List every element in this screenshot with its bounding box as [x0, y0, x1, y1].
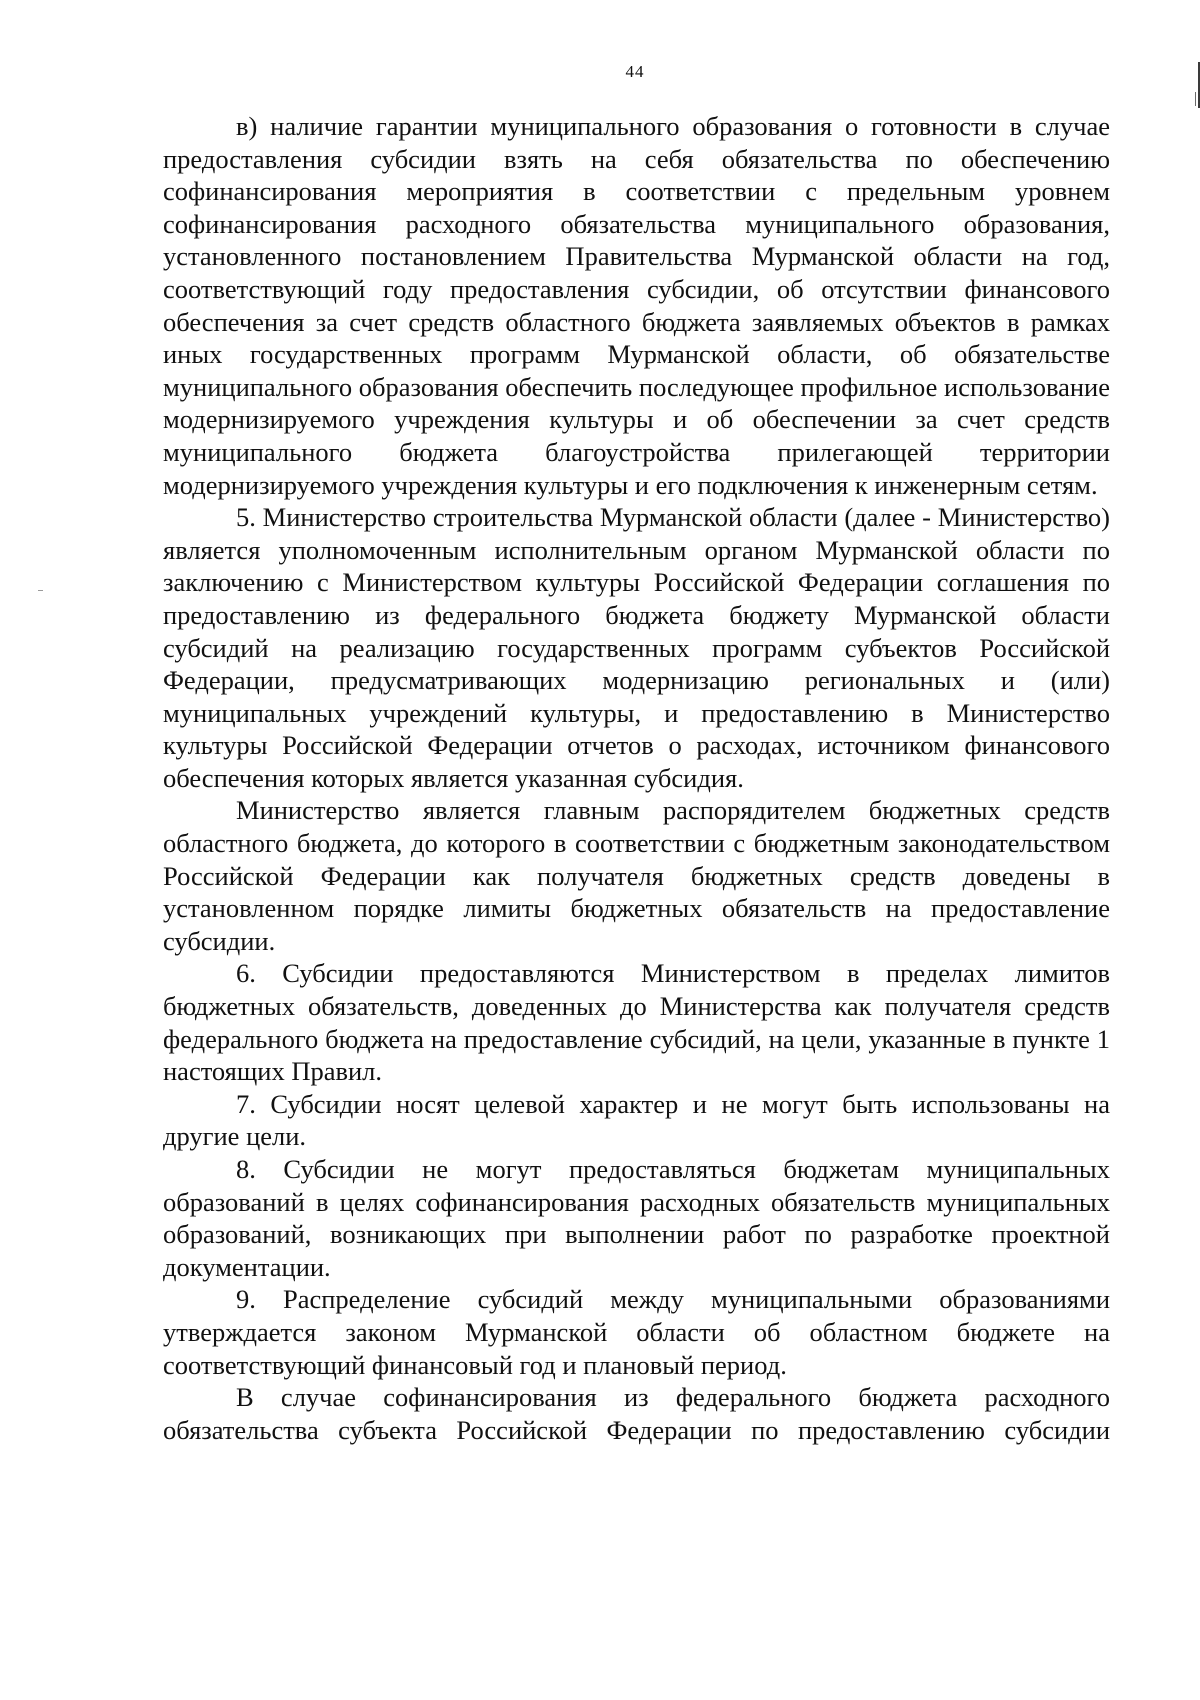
paragraph-guarantee-clause: в) наличие гарантии муниципального образования о готовности в случае предоставления субсидии взять на себя обязательства по обеспечению софинансирования мероприятия в соответствии с предельным уровнем софинансирования расходного обязательства муниципального образования, установленного постановлением Правительства Мурманской области на год, соответствующий году предоставления субсидии, об отсутствии финансового обеспечения за счет средств областного бюджета заявляемых объектов в рамках иных государственных программ Мурманской области, об обязательстве муниципального образования обеспечить последующее профильное использование модернизируемого учреждения культуры и об обеспечении за счет средств муниципального бюджета благоустройства прилегающей территории модернизируемого учреждения культуры и его подключения к инженерным сетям.: [163, 111, 1110, 500]
document-body: [163, 110, 1110, 1446]
paragraph-item-9: 9. Распределение субсидий между муниципальными образованиями утверждается законом Мурманской области об областном бюджете на соответствующий финансовый год и плановый период.: [163, 1284, 1110, 1380]
paragraph-item-8: 8. Субсидии не могут предоставляться бюджетам муниципальных образований в целях софинансирования расходных обязательств муниципальных образований, возникающих при выполнении работ по разработке проектной документации.: [163, 1154, 1110, 1282]
paragraph-item-5-main-administrator: Министерство является главным распорядителем бюджетных средств областного бюджета, до которого в соответствии с бюджетным законодательством Российской Федерации как получателя бюджетных средств доведены в установленном порядке лимиты бюджетных обязательств на предоставление субсидии.: [163, 795, 1110, 956]
paragraph-item-7: 7. Субсидии носят целевой характер и не могут быть использованы на другие цели.: [163, 1088, 1110, 1152]
scan-artifact-tick: [38, 590, 43, 591]
page-number: 44: [625, 62, 645, 81]
paragraph-cofinancing-case: В случае софинансирования из федерального бюджета расходного обязательства субъекта Российской Федерации по предоставлению субсидии: [163, 1382, 1110, 1445]
paragraph-item-6: 6. Субсидии предоставляются Министерством в пределах лимитов бюджетных обязательств, доведенных до Министерства как получателя средств федерального бюджета на предоставление субсидий, на цели, указанные в пункте 1 настоящих Правил.: [163, 958, 1110, 1087]
paragraph-item-5: 5. Министерство строительства Мурманской области (далее - Министерство) является уполномоченным исполнительным органом Мурманской области по заключению с Министерством культуры Российской Федерации соглашения по предоставлению из федерального бюджета бюджету Мурманской области субсидий на реализацию государственных программ субъектов Российской Федерации, предусматривающих модернизацию региональных и (или) муниципальных учреждений культуры, и предоставлению в Министерство культуры Российской Федерации отчетов о расходах, источником финансового обеспечения которых является указанная субсидия.: [163, 502, 1110, 793]
scan-edge-mark-secondary: [1195, 92, 1196, 106]
